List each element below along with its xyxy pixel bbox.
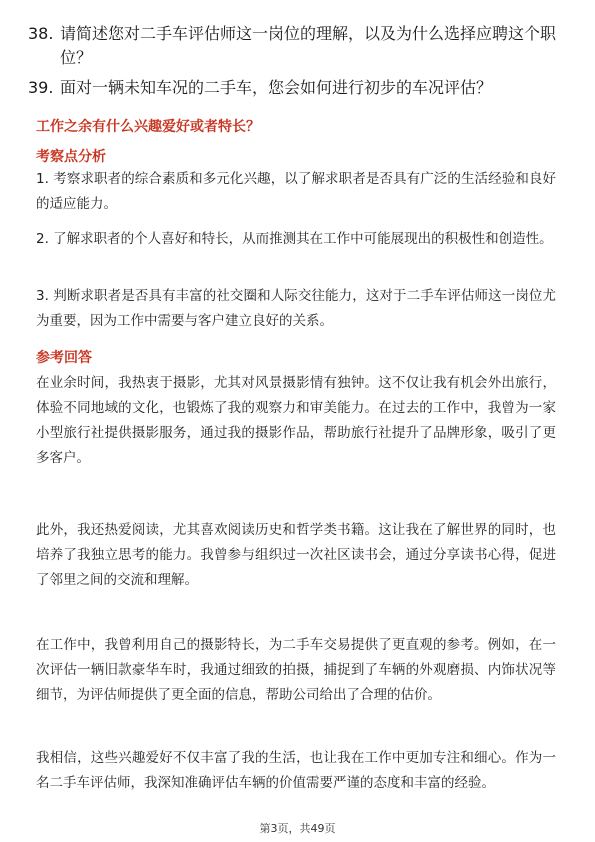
- question-38: [28, 22, 568, 70]
- question-39: [28, 76, 568, 100]
- answer-paragraph-1: 在业余时间，我热衷于摄影，尤其对风景摄影情有独钟。这不仅让我有机会外出旅行，体验不同地域的文化，也锻炼了我的观察力和审美能力。在过去的工作中，我曾为一家小型旅行社提供摄影服务，通过我的摄影作品，帮助旅行社提升了品牌形象，吸引了更多客户。: [36, 375, 556, 466]
- question-number: 39.: [28, 78, 54, 97]
- question-text: 请简述您对二手车评估师这一岗位的理解，以及为什么选择应聘这个职位？: [60, 24, 557, 67]
- answer-paragraph-4: 我相信，这些兴趣爱好不仅丰富了我的生活，也让我在工作中更加专注和细心。作为一名二手车评估师，我深知准确评估车辆的价值需要严谨的态度和丰富的经验。: [36, 750, 556, 791]
- analysis-point-2: 2. 了解求职者的个人喜好和特长，从而推测其在工作中可能展现出的积极性和创造性。: [36, 231, 553, 247]
- question-text: 面对一辆未知车况的二手车，您会如何进行初步的车况评估？: [60, 78, 493, 97]
- section-title: 工作之余有什么兴趣爱好或者特长？: [36, 119, 260, 135]
- answer-paragraph-2: 此外，我还热爱阅读，尤其喜欢阅读历史和哲学类书籍。这让我在了解世界的同时，也培养了我独立思考的能力。我曾参与组织过一次社区读书会，通过分享读书心得，促进了邻里之间的交流和理解。: [36, 522, 556, 588]
- question-number: 38.: [28, 24, 54, 43]
- page-number: 第3页，共49页: [259, 822, 336, 835]
- answer-heading: 参考回答: [36, 350, 92, 366]
- analysis-point-3: 3. 判断求职者是否具有丰富的社交圈和人际交往能力，这对于二手车评估师这一岗位尤为重要，因为工作中需要与客户建立良好的关系。: [36, 288, 556, 329]
- answer-paragraph-3: 在工作中，我曾利用自己的摄影特长，为二手车交易提供了更直观的参考。例如，在一次评估一辆旧款豪华车时，我通过细致的拍摄，捕捉到了车辆的外观磨损、内饰状况等细节，为评估师提供了更全面的信息，帮助公司给出了合理的估价。: [36, 637, 556, 703]
- analysis-point-1: 1. 考察求职者的综合素质和多元化兴趣，以了解求职者是否具有广泛的生活经验和良好的适应能力。: [36, 171, 556, 212]
- analysis-heading: 考察点分析: [36, 149, 106, 165]
